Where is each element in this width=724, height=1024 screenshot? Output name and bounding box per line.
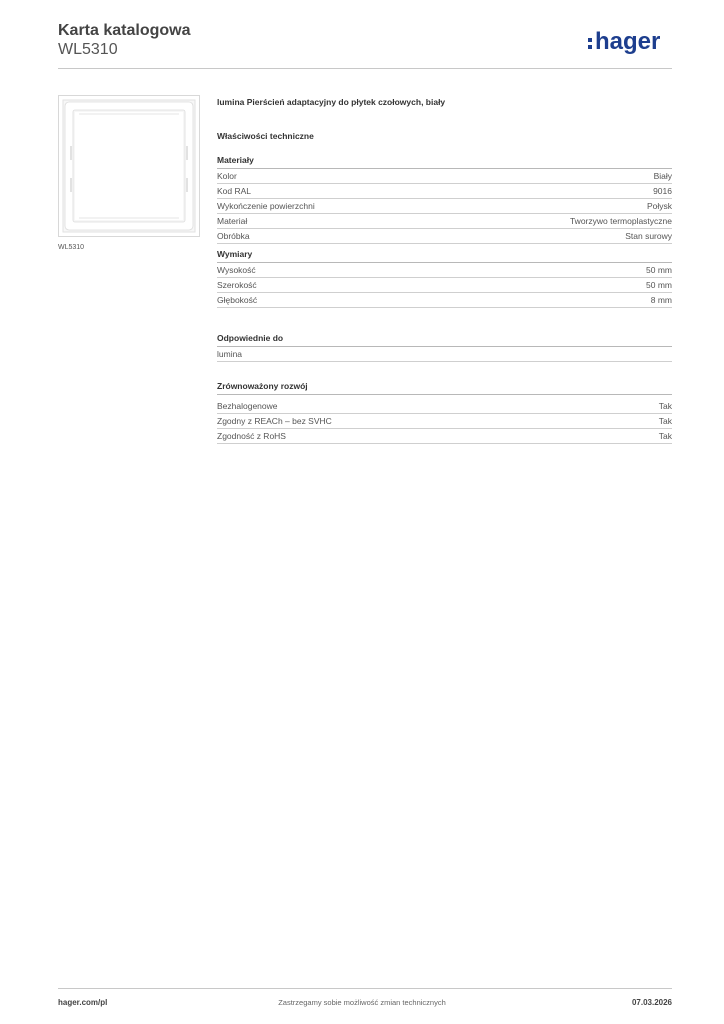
section-title: Zrównoważony rozwój	[217, 380, 672, 395]
spec-label: lumina	[217, 349, 243, 359]
materials-section	[217, 154, 672, 244]
footer-disclaimer: Zastrzegamy sobie możliwość zmian technicznych	[278, 998, 446, 1007]
spec-row	[217, 263, 672, 278]
document-title: Karta katalogowa	[58, 22, 191, 39]
spec-row	[217, 347, 672, 362]
spec-label: Obróbka	[217, 231, 250, 241]
dimensions-section	[217, 248, 672, 308]
spec-row	[217, 399, 672, 414]
product-description: lumina Pierścień adaptacyjny do płytek czołowych, biały	[217, 97, 446, 107]
spec-row	[217, 229, 672, 244]
spec-value: 50 mm	[646, 280, 672, 290]
spec-row	[217, 278, 672, 293]
spec-row	[217, 184, 672, 199]
spec-label: Zgodność z RoHS	[217, 431, 286, 441]
product-code: WL5310	[58, 41, 118, 58]
spec-value: Biały	[653, 171, 672, 181]
spec-label: Kod RAL	[217, 186, 252, 196]
footer-website: hager.com/pl	[58, 998, 108, 1007]
spec-label: Szerokość	[217, 280, 257, 290]
spec-label: Kolor	[217, 171, 237, 181]
spec-row	[217, 429, 672, 444]
spec-value: 8 mm	[650, 295, 672, 305]
spec-row	[217, 214, 672, 229]
adapter-ring-illustration	[59, 96, 199, 236]
technical-properties-heading: Właściwości techniczne	[217, 131, 314, 141]
spec-value: 50 mm	[646, 265, 672, 275]
section-title: Wymiary	[217, 248, 672, 263]
spec-row	[217, 199, 672, 214]
spec-value: Stan surowy	[625, 231, 672, 241]
spec-label: Głębokość	[217, 295, 258, 305]
product-image	[58, 95, 200, 237]
section-title: Materiały	[217, 154, 672, 169]
suitable-for-section	[217, 332, 672, 362]
spec-value: Tak	[658, 431, 672, 441]
image-caption: WL5310	[58, 244, 85, 251]
footer-date: 07.03.2026	[631, 998, 672, 1007]
spec-value: 9016	[653, 186, 672, 196]
footer-divider	[58, 988, 672, 989]
spec-row	[217, 414, 672, 429]
spec-value: Tak	[658, 401, 672, 411]
spec-row	[217, 293, 672, 308]
spec-label: Zgodny z REACh – bez SVHC	[217, 416, 332, 426]
section-title: Odpowiednie do	[217, 332, 672, 347]
spec-value: Tworzywo termoplastyczne	[569, 216, 672, 226]
spec-row	[217, 169, 672, 184]
header-divider	[58, 68, 672, 69]
spec-label: Wysokość	[217, 265, 256, 275]
logo-text: hager	[595, 28, 661, 55]
spec-value: Tak	[658, 416, 672, 426]
spec-label: Bezhalogenowe	[217, 401, 278, 411]
hager-logo	[586, 27, 672, 57]
page-header	[58, 22, 672, 68]
spec-value: Połysk	[646, 201, 672, 211]
specification-content	[217, 96, 672, 444]
spec-label: Wykończenie powierzchni	[217, 201, 315, 211]
spec-label: Materiał	[217, 216, 248, 226]
sustainability-section	[217, 380, 672, 444]
